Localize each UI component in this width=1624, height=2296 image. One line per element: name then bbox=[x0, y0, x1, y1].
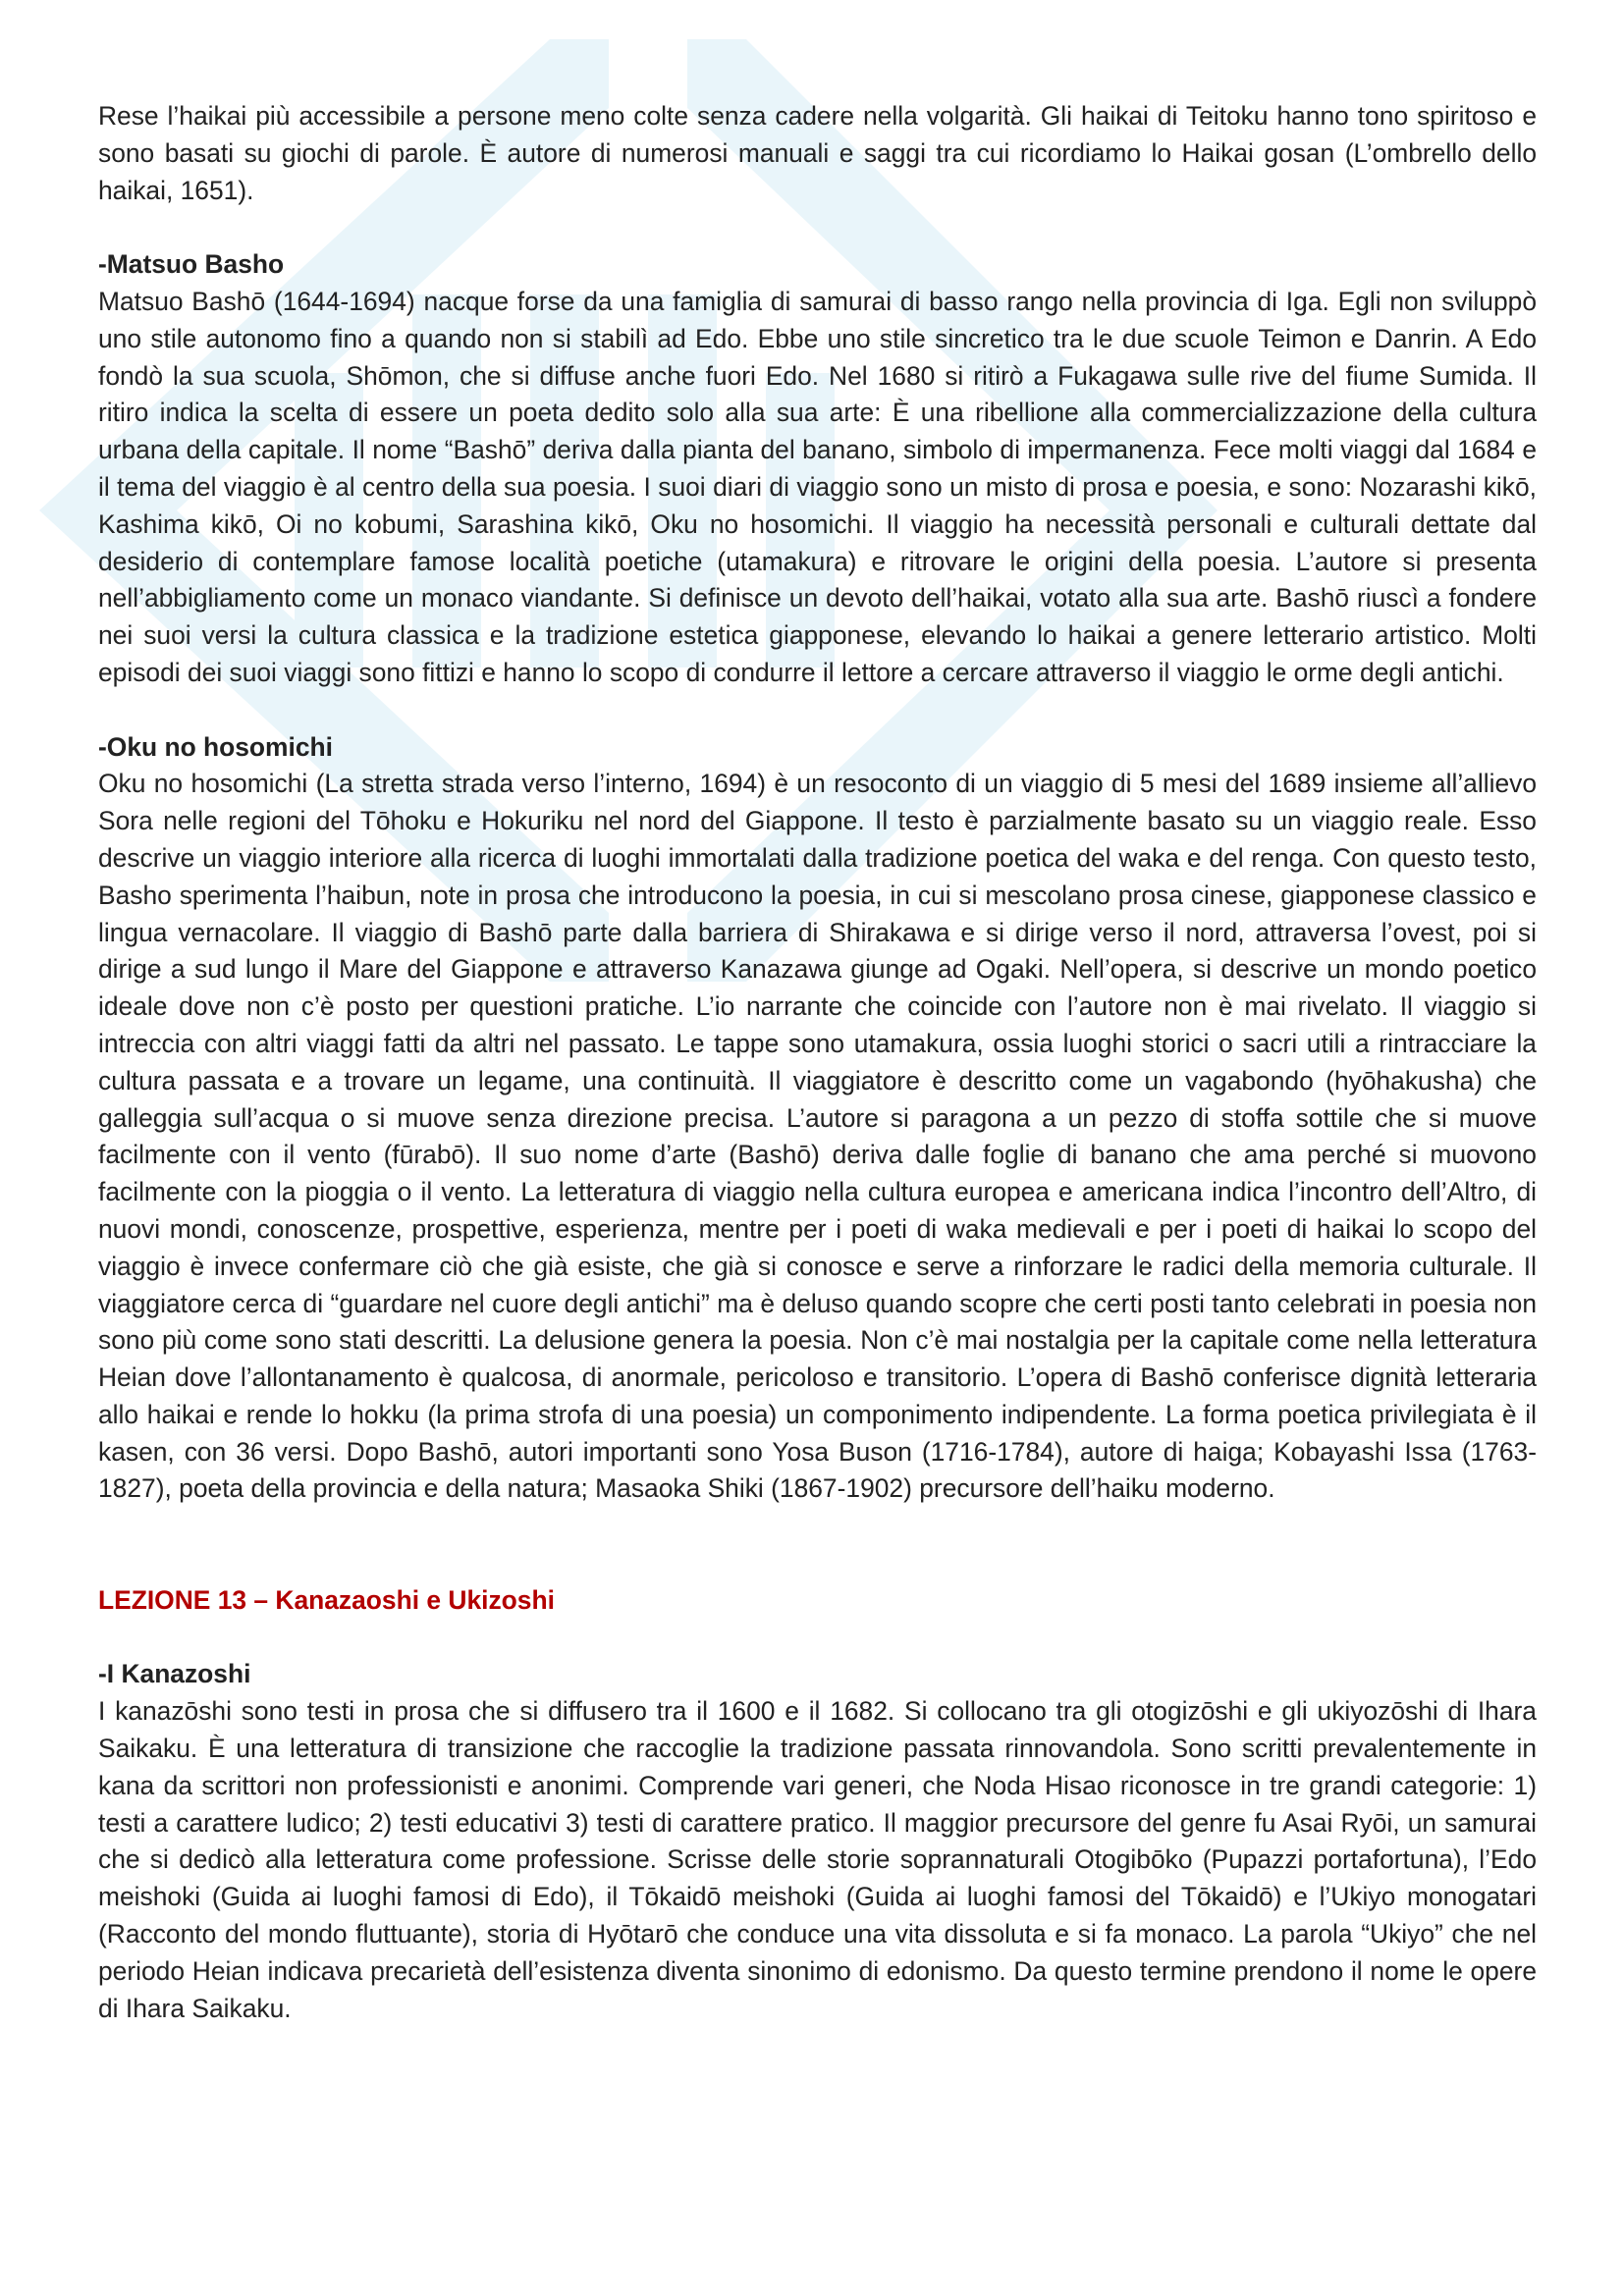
section-heading-kanazoshi: -I Kanazoshi bbox=[98, 1659, 251, 1689]
section-heading-matsuo-basho: -Matsuo Basho bbox=[98, 249, 285, 280]
lesson-heading: LEZIONE 13 – Kanazaoshi e Ukizoshi bbox=[98, 1584, 555, 1615]
document-page bbox=[98, 98, 1537, 2027]
oku-paragraph: Oku no hosomichi (La stretta strada verso l’interno, 1694) è un resoconto di un viaggio di 5 mesi del 1689 insieme all’allievo Sora nelle regioni del Tōhoku e Hokuriku nel nord del Giappone. Il testo è parzialmente basato su un viaggio reale. Esso descrive un viaggio interiore alla ricerca di luoghi immortalati dalla tradizione poetica del waka e del renga. Con questo testo, Basho sperimenta l’haibun, note in prosa che introducono la poesia, in cui si mescolano prosa cinese, giapponese classico e lingua vernacolare. Il viaggio di Bashō parte dalla barriera di Shirakawa e si dirige verso il nord, attraversa l’ovest, poi si dirige a sud lungo il Mare del Giappone e attraverso Kanazawa giunge ad Ogaki. Nell’opera, si descrive un mondo poetico ideale dove non c’è posto per questioni pratiche. L’io narrante che coincide con l’autore non è mai rivelato. Il viaggio si intreccia con altri viaggi fatti da altri nel passato. Le tappe sono utamakura, ossia luoghi storici o sacri utili a rintracciare la cultura passata e a trovare un legame, una continuità. Il viaggiatore è descritto come un vagabondo (hyōhakusha) che galleggia sull’acqua o si muove senza direzione precisa. L’autore si paragona a un pezzo di stoffa sottile che si muove facilmente con il vento (fūrabō). Il suo nome d’arte (Bashō) deriva dalle foglie di banano che ama perché si muovono facilmente con la pioggia o il vento. La letteratura di viaggio nella cultura europea e americana indica l’incontro dell’Altro, di nuovi mondi, conoscenze, prospettive, esperienza, mentre per i poeti di waka medievali e per i poeti di haikai lo scopo del viaggio è invece confermare ciò che già esiste, che già si conosce e serve a rinforzare le radici della memoria culturale. Il viaggiatore cerca di “guardare nel cuore degli antichi” ma è deluso quando scopre che certi posti tanto celebrati in poesia non sono più come sono stati descritti. La delusione genera la poesia. Non c’è mai nostalgia per la capitale come nella letteratura Heian dove l’allontanamento è qualcosa, di anormale, pericoloso e transitorio. L’opera di Bashō conferisce dignità letteraria allo haikai e rende lo hokku (la prima strofa di una poesia) un componimento indipendente. La forma poetica privilegiata è il kasen, con 36 versi. Dopo Bashō, autori importanti sono Yosa Buson (1716-1784), autore di haiga; Kobayashi Issa (1763-1827), poeta della provincia e della natura; Masaoka Shiki (1867-1902) precursore dell’haiku moderno. bbox=[98, 769, 1537, 1504]
intro-paragraph: Rese l’haikai più accessibile a persone meno colte senza cadere nella volgarità. Gli haikai di Teitoku hanno tono spiritoso e sono basati su giochi di parole. È autore di numerosi manuali e saggi tra cui ricordiamo lo Haikai gosan (L’ombrello dello haikai, 1651). bbox=[98, 101, 1537, 205]
section-heading-oku-no-hosomichi: -Oku no hosomichi bbox=[98, 731, 333, 762]
basho-paragraph: Matsuo Bashō (1644-1694) nacque forse da una famiglia di samurai di basso rango nella provincia di Iga. Egli non sviluppò uno stile autonomo fino a quando non si stabilì ad Edo. Ebbe uno stile sincretico tra le due scuole Teimon e Danrin. A Edo fondò la sua scuola, Shōmon, che si diffuse anche fuori Edo. Nel 1680 si ritirò a Fukagawa sulle rive del fiume Sumida. Il ritiro indica la scelta di essere un poeta dedito solo alla sua arte: È una ribellione alla commercializzazione della cultura urbana della capitale. Il nome “Bashō” deriva dalla pianta del banano, simbolo di impermanenza. Fece molti viaggi dal 1684 e il tema del viaggio è al centro della sua poesia. I suoi diari di viaggio sono un misto di prosa e poesia, e sono: Nozarashi kikō, Kashima kikō, Oi no kobumi, Sarashina kikō, Oku no hosomichi. Il viaggio ha necessità personali e culturali dettate dal desiderio di contemplare famose località poetiche (utamakura) e ritrovare le origini della poesia. L’autore si presenta nell’abbigliamento come un monaco viandante. Si definisce un devoto dell’haikai, votato alla sua arte. Bashō riuscì a fondere nei suoi versi la cultura classica e la tradizione estetica giapponese, elevando lo haikai a genere letterario artistico. Molti episodi dei suoi viaggi sono fittizi e hanno lo scopo di condurre il lettore a cercare attraverso il viaggio le orme degli antichi. bbox=[98, 286, 1537, 687]
kanazoshi-paragraph: I kanazōshi sono testi in prosa che si diffusero tra il 1600 e il 1682. Si collocano tra gli otogizōshi e gli ukiyozōshi di Ihara Saikaku. È una letteratura di transizione che raccoglie la tradizione passata rinnovandola. Sono scritti prevalentemente in kana da scrittori non professionisti e anonimi. Comprende vari generi, che Noda Hisao riconosce in tre grandi categorie: 1) testi a carattere ludico; 2) testi educativi 3) testi di carattere pratico. Il maggior precursore del genre fu Asai Ryōi, un samurai che si dedicò alla letteratura come professione. Scrisse delle storie soprannaturali Otogibōko (Pupazzi portafortuna), l’Edo meishoki (Guida ai luoghi famosi di Edo), il Tōkaidō meishoki (Guida ai luoghi famosi del Tōkaidō) e l’Ukiyo monogatari (Racconto del mondo fluttuante), storia di Hyōtarō che conduce una vita dissoluta e si fa monaco. La parola “Ukiyo” che nel periodo Heian indicava precarietà dell’esistenza diventa sinonimo di edonismo. Da questo termine prendono il nome le opere di Ihara Saikaku. bbox=[98, 1696, 1537, 2023]
